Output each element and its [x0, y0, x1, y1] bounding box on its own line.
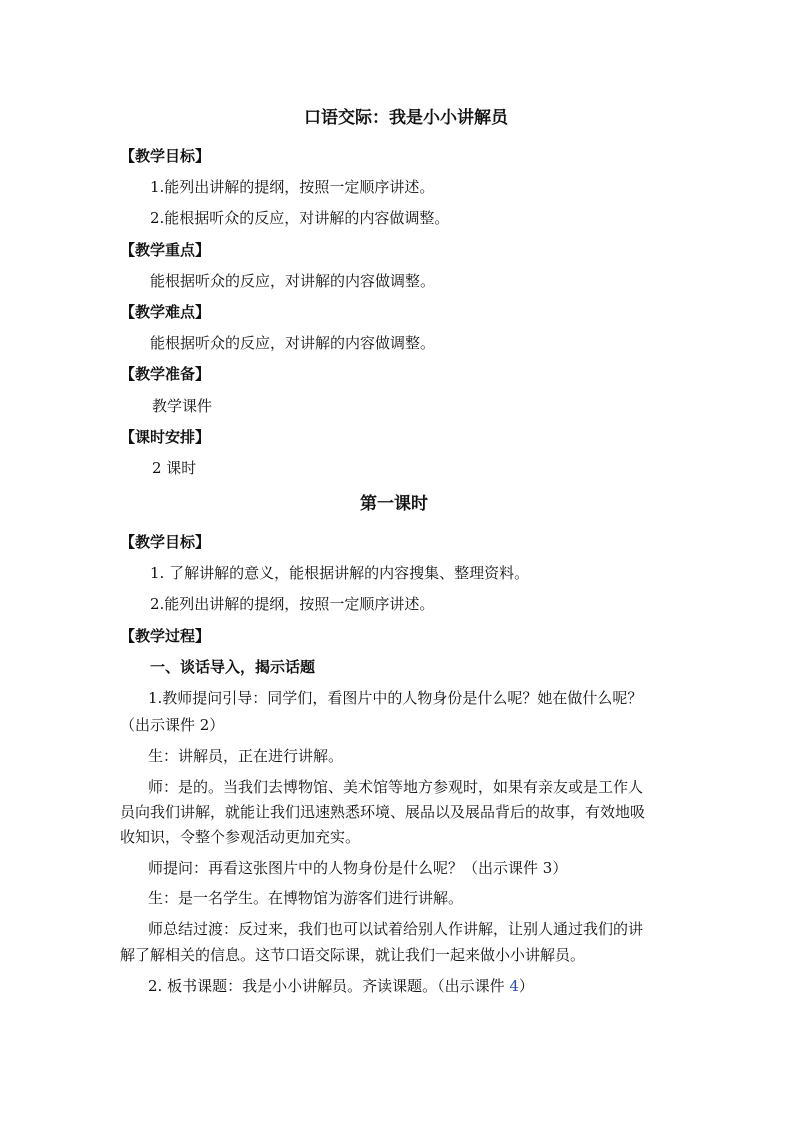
- paragraph-line: 收知识，令整个参观活动更加充实。: [120, 828, 361, 846]
- paragraph-text: ）: [518, 977, 534, 995]
- paragraph-line: 员向我们讲解，就能让我们迅速熟悉环境、展品以及展品背后的故事，有效地吸: [120, 803, 646, 821]
- section-heading-schedule: 【课时安排】: [120, 428, 211, 446]
- paragraph-line: [148, 976, 534, 996]
- process-part-heading: 一、谈话导入，揭示话题: [150, 658, 316, 676]
- lesson-heading-process: 【教学过程】: [120, 627, 211, 645]
- key-points-text: 能根据听众的反应，对讲解的内容做调整。: [150, 272, 436, 290]
- paragraph-line: 1.教师提问引导：同学们，看图片中的人物身份是什么呢？她在做什么呢？: [148, 689, 643, 707]
- goal-item: 2.能根据听众的反应，对讲解的内容做调整。: [150, 209, 450, 227]
- difficulties-text: 能根据听众的反应，对讲解的内容做调整。: [150, 334, 436, 352]
- paragraph-line: 生：讲解员，正在进行讲解。: [148, 747, 344, 765]
- paragraph-line: 师总结过渡：反过来，我们也可以试着给别人作讲解，让别人通过我们的讲: [148, 920, 644, 938]
- paragraph-line: 生：是一名学生。在博物馆为游客们进行讲解。: [148, 889, 464, 907]
- lesson-title: 第一课时: [360, 494, 428, 514]
- lesson-heading-goals: 【教学目标】: [120, 533, 211, 551]
- paragraph-line: 师：是的。当我们去博物馆、美术馆等地方参观时，如果有亲友或是工作人: [148, 778, 644, 796]
- slide-number: 4: [509, 977, 519, 995]
- paragraph-line: （出示课件 2）: [120, 716, 225, 734]
- preparation-text: 教学课件: [152, 397, 213, 415]
- schedule-text: 2 课时: [152, 459, 197, 477]
- lesson-goal-item: 1. 了解讲解的意义，能根据讲解的内容搜集、整理资料。: [150, 564, 530, 582]
- goal-item: 1.能列出讲解的提纲，按照一定顺序讲述。: [150, 178, 435, 196]
- paragraph-text: 2. 板书课题：我是小小讲解员。齐读课题。（出示课件: [148, 977, 510, 995]
- paragraph-line: 师提问：再看这张图片中的人物身份是什么呢？（出示课件 3）: [148, 859, 568, 877]
- section-heading-goals: 【教学目标】: [120, 147, 211, 165]
- document-title: 口语交际：我是小小讲解员: [304, 108, 508, 128]
- section-heading-preparation: 【教学准备】: [120, 365, 211, 383]
- lesson-goal-item: 2.能列出讲解的提纲，按照一定顺序讲述。: [150, 595, 435, 613]
- section-heading-key-points: 【教学重点】: [120, 241, 211, 259]
- paragraph-line: 解了解相关的信息。这节口语交际课，就让我们一起来做小小讲解员。: [120, 946, 586, 964]
- section-heading-difficulties: 【教学难点】: [120, 303, 211, 321]
